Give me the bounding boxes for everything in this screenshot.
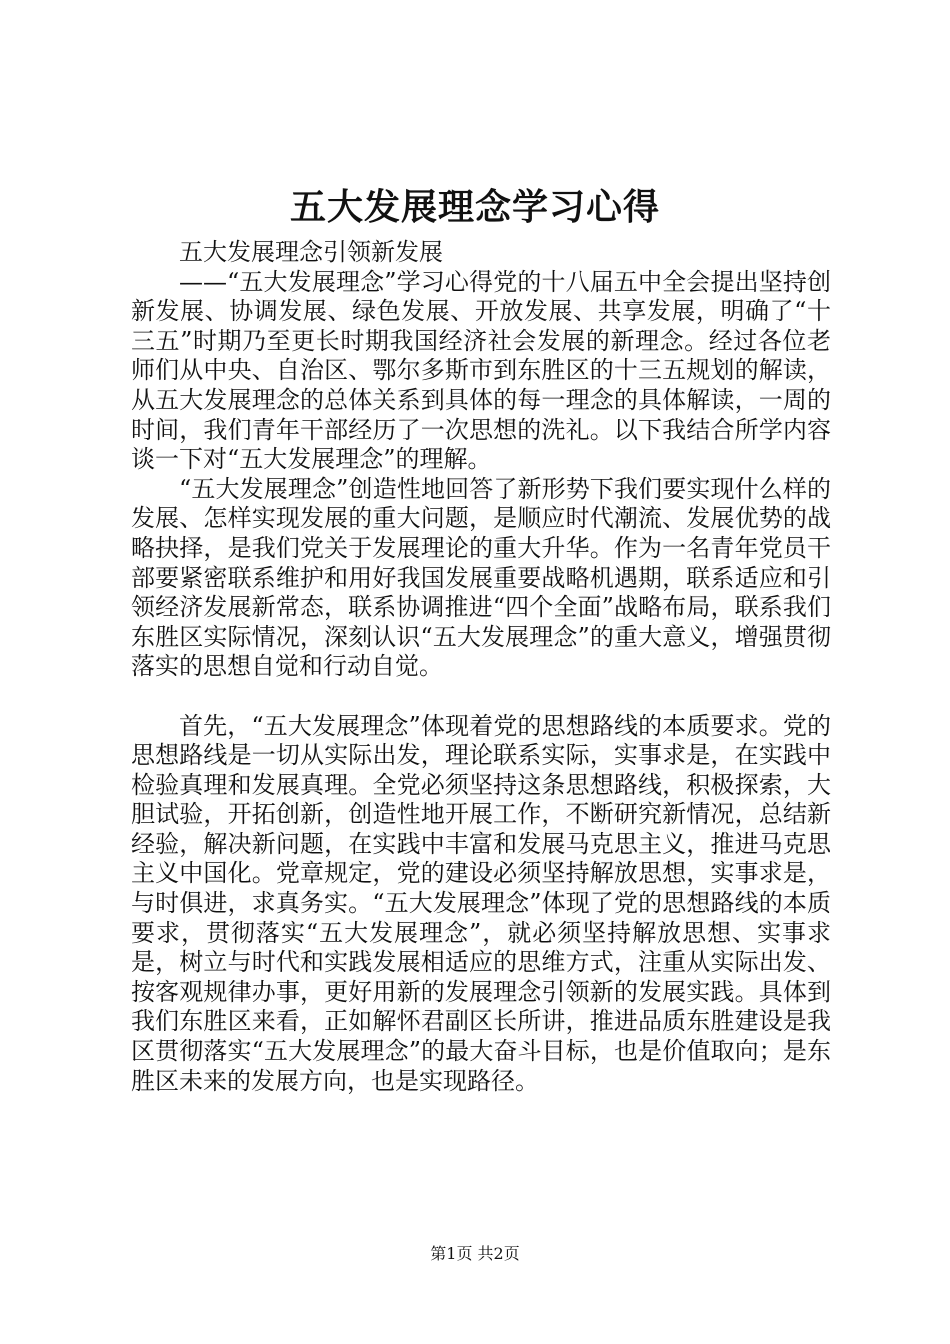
paragraph-3: 首先，“五大发展理念”体现着党的思想路线的本质要求。党的思想路线是一切从实际出发，理论联系实际，实事求是，在实践中检验真理和发展真理。全党必须坚持这条思想路线，积极探索，大胆试验，开拓创新，创造性地开展工作，不断研究新情况，总结新经验，解决新问题，在实践中丰富和发展马克思主义，推进马克思主义中国化。党章规定，党的建设必须坚持解放思想，实事求是，与时俱进，求真务实。“五大发展理念”体现了党的思想路线的本质要求，贯彻落实“五大发展理念”，就必须坚持解放思想、实事求是，树立与时代和实践发展相适应的思维方式，注重从实际出发、按客观规律办事，更好用新的发展理念引领新的发展实践。具体到我们东胜区来看，正如解怀君副区长所讲，推进品质东胜建设是我区贯彻落实“五大发展理念”的最大奋斗目标，也是价值取向；是东胜区未来的发展方向，也是实现路径。 xyxy=(131,711,831,1095)
paragraph-1: ——“五大发展理念”学习心得党的十八届五中全会提出坚持创新发展、协调发展、绿色发展、开放发展、共享发展，明确了“十三五”时期乃至更长时期我国经济社会发展的新理念。经过各位老师们从中央、自治区、鄂尔多斯市到东胜区的十三五规划的解读，从五大发展理念的总体关系到具体的每一理念的具体解读，一周的时间，我们青年干部经历了一次思想的洗礼。以下我结合所学内容谈一下对“五大发展理念”的理解。 xyxy=(131,267,831,474)
document-body xyxy=(131,238,831,1096)
document-title: 五大发展理念学习心得 xyxy=(289,186,660,228)
page-footer: 第1页 共2页 xyxy=(430,1244,520,1263)
paragraph-2: “五大发展理念”创造性地回答了新形势下我们要实现什么样的发展、怎样实现发展的重大问题，是顺应时代潮流、发展优势的战略抉择，是我们党关于发展理论的重大升华。作为一名青年党员干部要紧密联系维护和用好我国发展重要战略机遇期，联系适应和引领经济发展新常态，联系协调推进“四个全面”战略布局，联系我们东胜区实际情况，深刻认识“五大发展理念”的重大意义，增强贯彻落实的思想自觉和行动自觉。 xyxy=(131,474,831,681)
subtitle-paragraph: 五大发展理念引领新发展 xyxy=(179,238,443,266)
